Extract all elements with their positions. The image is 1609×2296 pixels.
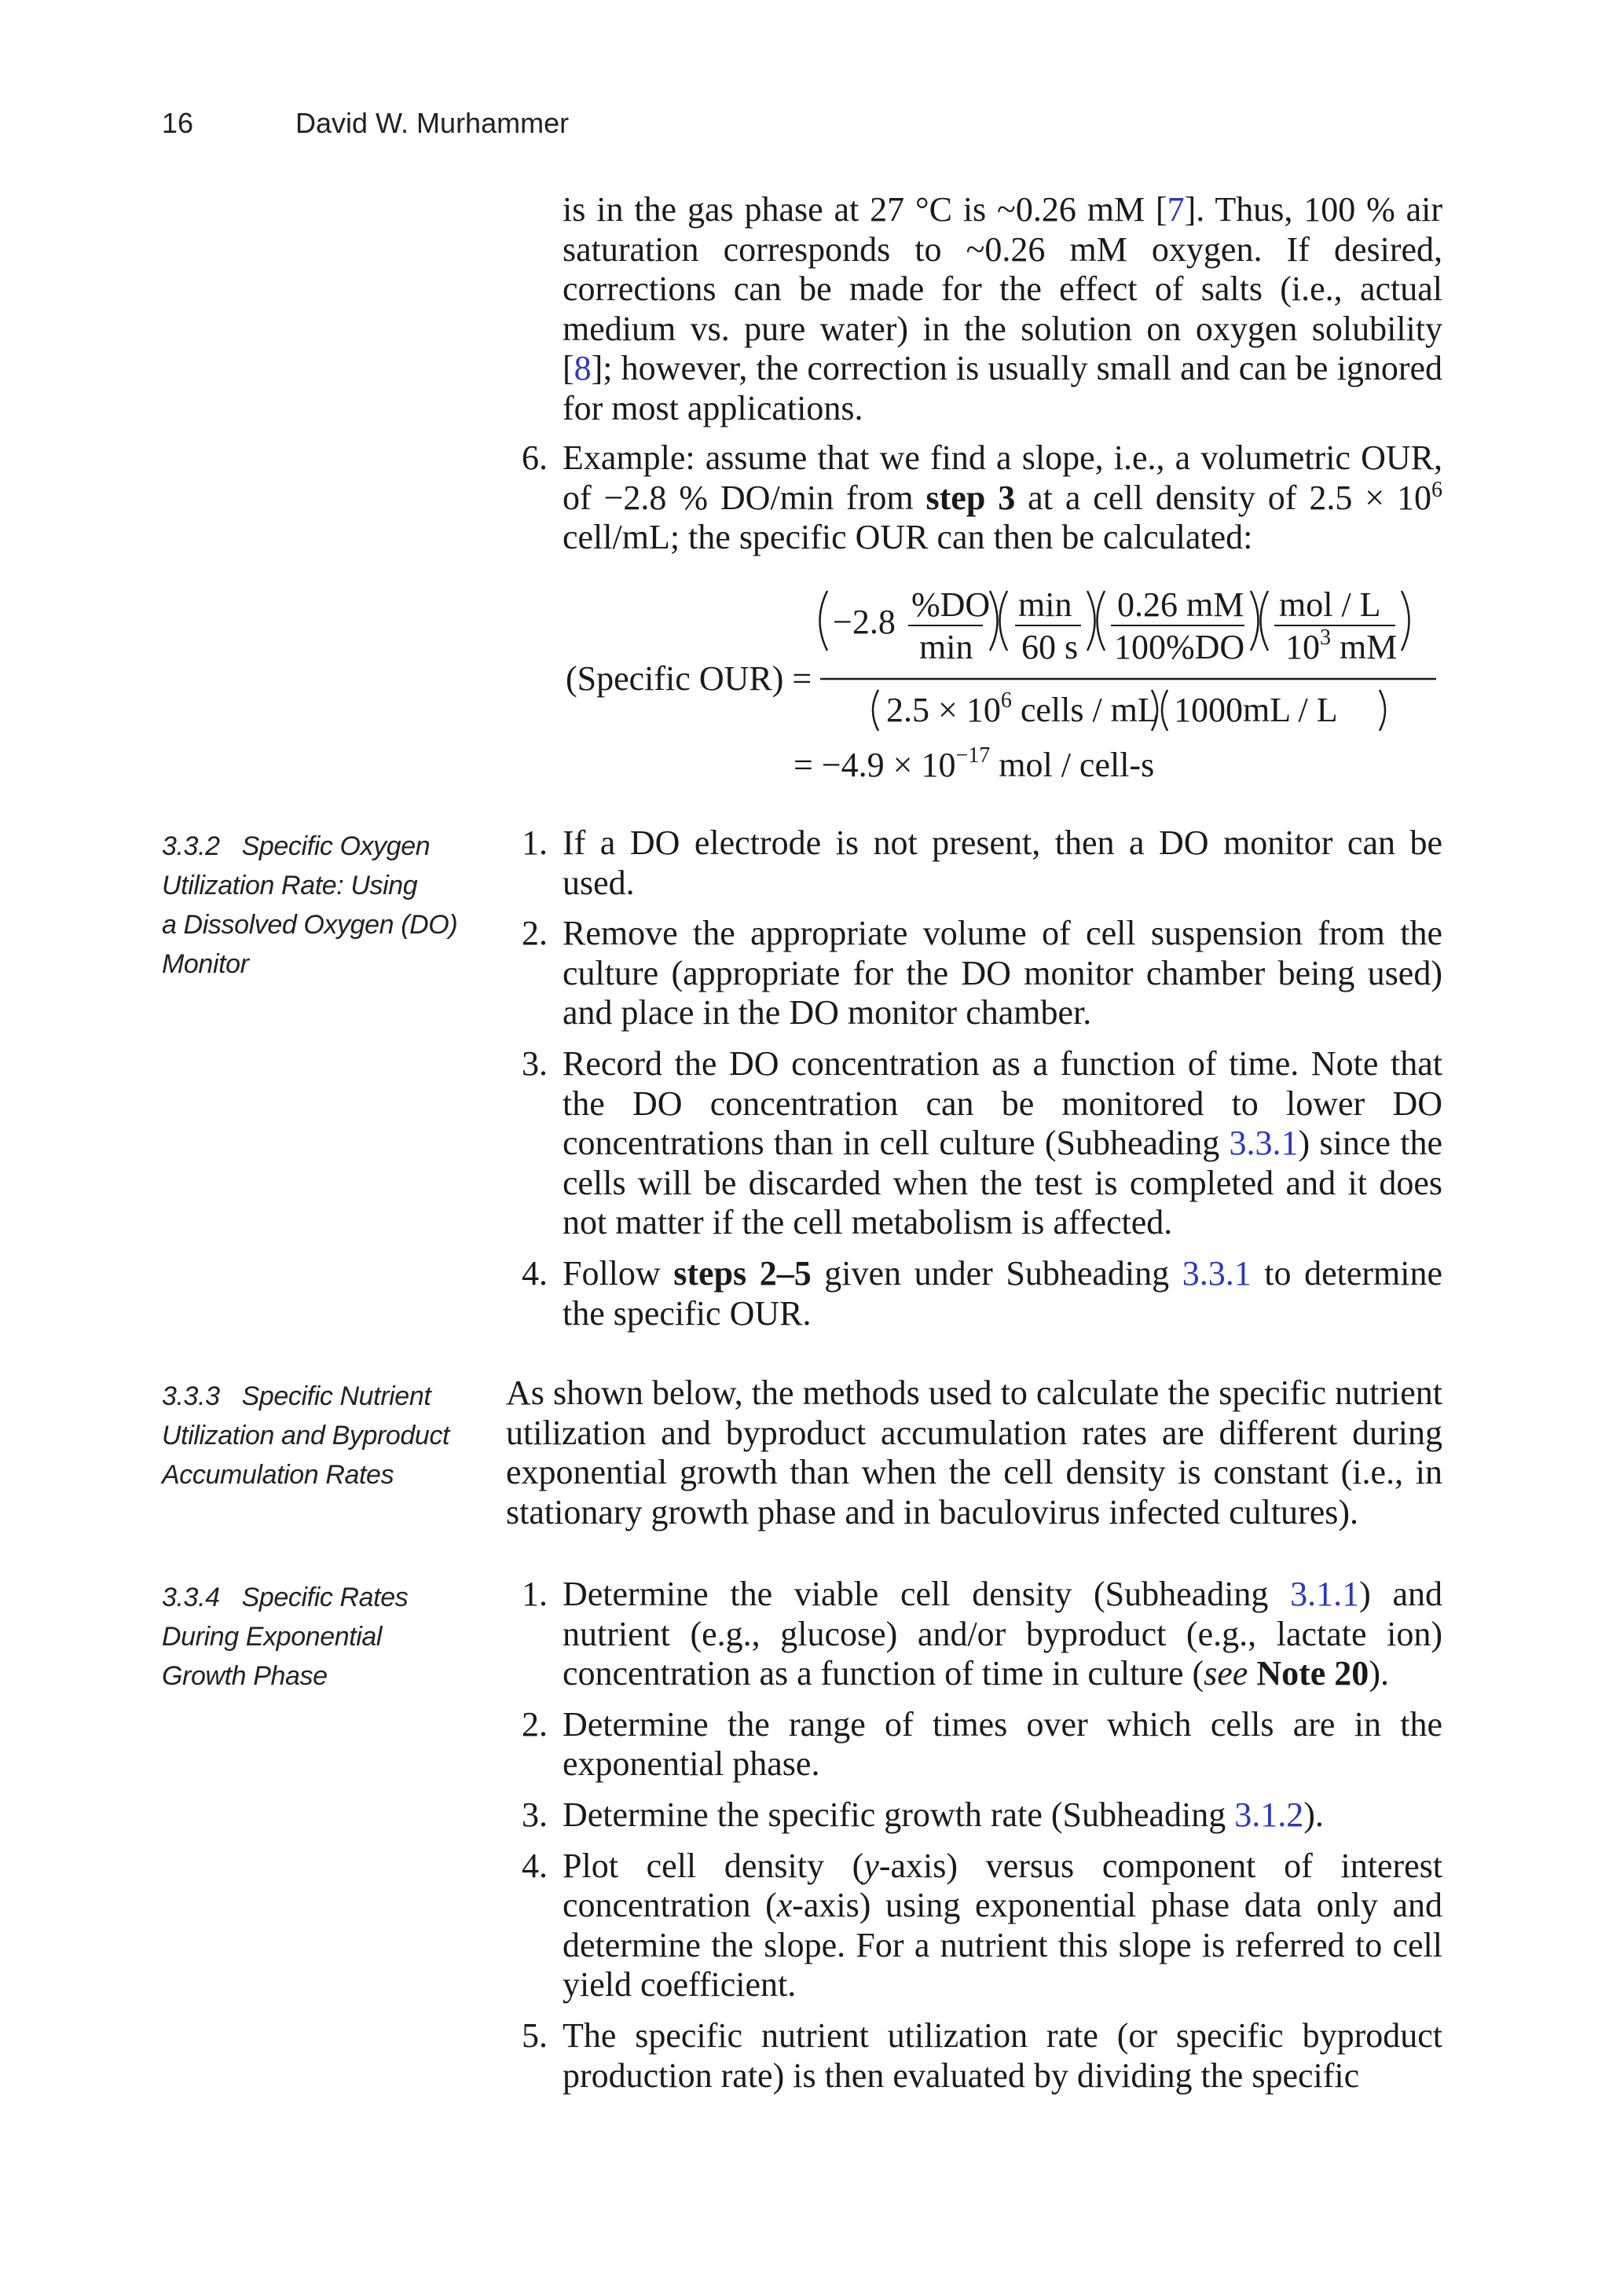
- section-title-line: [162, 944, 460, 984]
- fraction-denominator: min: [919, 628, 973, 666]
- list-3-3-4: [506, 1575, 1442, 2107]
- italic-term: see: [1204, 1654, 1248, 1693]
- list-3-3-2: [506, 823, 1442, 1344]
- section-title-text: Accumulation Rates: [162, 1460, 394, 1490]
- list-item: [506, 438, 1442, 558]
- section-title-text: Specific Oxygen: [241, 831, 431, 861]
- section-title-line: [162, 827, 460, 866]
- author-name: David W. Murhammer: [295, 107, 570, 139]
- item-text: at a cell density of 2.5 × 10: [1015, 478, 1431, 517]
- paren-left: [1000, 591, 1008, 651]
- item-text: Record the DO concentration as a function of time. Note that the DO concentration can be monitored to lower DO concentrations than in cell culture (Subheading 3.3.1) since the cells will be discarded when the test is completed and it does not matter if the cell metabolism is affected.: [563, 1043, 1442, 1242]
- paren-left: [873, 690, 878, 731]
- fraction-numerator: 0.26 mM: [1117, 585, 1244, 624]
- paren-right: [1251, 591, 1259, 651]
- item-number: 5.: [522, 2015, 548, 2055]
- item-number: 1.: [522, 1575, 548, 1613]
- item-text: Determine the viable cell density (Subheading 3.1.1) and nutrient (e.g., glucose) and/or byproduct (e.g., lactate ion) concentration as a function of time in culture (see Note 20).: [563, 1575, 1442, 1693]
- item-number: 6.: [522, 438, 548, 477]
- section-heading-3-3-3: [162, 1377, 460, 1495]
- paren-left: [820, 591, 828, 651]
- item-text: cell/mL; the specific OUR can then be calculated:: [563, 518, 1253, 557]
- paren-right: [990, 591, 998, 651]
- section-title-line: [162, 1578, 460, 1617]
- item-number: 4.: [522, 1846, 548, 1885]
- section-number: 3.3.4: [162, 1583, 220, 1612]
- section-title-text: Utilization and Byproduct: [162, 1421, 450, 1451]
- running-head: [162, 107, 569, 140]
- item-text: Determine the range of times over which cells are in the exponential phase.: [563, 1704, 1442, 1784]
- section-title-line: [162, 866, 460, 905]
- item-text: Determine the specific growth rate (Subheading 3.1.2).: [563, 1795, 1324, 1834]
- section-title-line: [162, 1377, 460, 1416]
- equation-result: = $-4.9 \times 10^{-17}$ mol / cell-s: [794, 743, 1155, 784]
- italic-term: y: [863, 1846, 879, 1885]
- section-number: 3.3.2: [162, 831, 220, 861]
- item-text: If a DO electrode is not present, then a DO monitor can be used.: [563, 823, 1442, 902]
- section-heading-3-3-4: [162, 1578, 460, 1696]
- fraction-denominator: $10^3$ mM: [1285, 625, 1398, 666]
- bold-reference: steps 2–5: [673, 1253, 812, 1293]
- equation-graphic: [563, 580, 1442, 792]
- section-title-text: Monitor: [162, 949, 249, 979]
- item-number: 2.: [522, 914, 548, 953]
- paren-left: [1098, 591, 1105, 651]
- specific-our-equation: [563, 580, 1442, 792]
- section-title-line: [162, 905, 460, 944]
- paren-right: [1402, 591, 1409, 651]
- list-item: [506, 1705, 1442, 1784]
- section-title-text: Growth Phase: [162, 1661, 328, 1691]
- fraction-numerator: %DO: [911, 585, 991, 624]
- item-text: The specific nutrient utilization rate (or specific byproduct production rate) is then evaluated by dividing the specific: [563, 2015, 1442, 2095]
- section-title-line: [162, 1617, 460, 1656]
- exponent: 6: [1431, 477, 1442, 502]
- item-number: 4.: [522, 1253, 548, 1293]
- cross-reference-link[interactable]: 7: [1167, 190, 1185, 229]
- list-item: [506, 823, 1442, 903]
- intro-paragraph: is in the gas phase at 27 °C is ~0.26 mM [7]. Thus, 100 % air saturation corresponds to ~0.26 mM oxygen. If desired, corrections can be made for the effect of salts (i.e., actual medium vs. pure water) in the solution on oxygen solubility [8]; however, the correction is usually small and can be ignored for most applications.: [563, 190, 1442, 427]
- item-number: 3.: [522, 1795, 548, 1834]
- cross-reference-link[interactable]: 3.3.1: [1229, 1124, 1299, 1163]
- list-item: [506, 1795, 1442, 1836]
- cross-reference-link[interactable]: 3.1.1: [1290, 1575, 1360, 1613]
- list-item: [506, 1575, 1442, 1694]
- section-title-text: During Exponential: [162, 1622, 383, 1652]
- list-item: [506, 1044, 1442, 1243]
- paragraph-3-3-3: As shown below, the methods used to calculate the specific nutrient utilization and byproduct accumulation rates are different during exponential growth than when the cell density is constant (i.e., in stationary growth phase and in baculovirus infected cultures).: [506, 1374, 1442, 1531]
- cross-reference-link[interactable]: 8: [574, 349, 592, 388]
- italic-term: x: [776, 1886, 793, 1925]
- paren-right: [1087, 591, 1095, 651]
- list-item: [506, 914, 1442, 1033]
- item-text: Follow steps 2–5 given under Subheading 3.3.1 to determine the specific OUR.: [563, 1253, 1442, 1333]
- paren-left: [1261, 591, 1269, 651]
- page-number: 16: [162, 107, 194, 139]
- fraction-numerator: min: [1018, 585, 1072, 624]
- equation-lhs: (Specific OUR) =: [566, 659, 812, 698]
- list-item: [506, 1847, 1442, 2005]
- section-title-text: Utilization Rate: Using: [162, 871, 418, 900]
- paren-left: [1162, 690, 1167, 731]
- cross-reference-link[interactable]: 3.3.1: [1182, 1253, 1252, 1293]
- paren-right: [1380, 690, 1385, 731]
- section-title-text: Specific Nutrient: [241, 1381, 431, 1411]
- section-heading-3-3-2: [162, 827, 460, 984]
- item-number: 3.: [522, 1043, 548, 1083]
- fraction-numerator: mol / L: [1279, 585, 1381, 624]
- section-title-line: [162, 1455, 460, 1495]
- item-text: Remove the appropriate volume of cell suspension from the culture (appropriate for the DO monitor chamber being used) and place in the DO monitor chamber.: [563, 914, 1442, 1032]
- item-6-list: [506, 438, 1442, 558]
- fraction-denominator: 100%DO: [1114, 628, 1245, 666]
- list-item: [506, 2016, 1442, 2096]
- fraction-denominator: 60 s: [1021, 628, 1079, 666]
- item-text: Example: assume that we find a slope, i.e., a volumetric OUR, of −2.8 % DO/min from: [563, 438, 1442, 517]
- denominator-term: $2.5 \times 10^6$ cells / mL: [886, 688, 1159, 729]
- list-item: [506, 1254, 1442, 1333]
- bold-reference: Note 20: [1256, 1654, 1369, 1693]
- item-number: 2.: [522, 1704, 548, 1744]
- section-number: 3.3.3: [162, 1381, 220, 1411]
- section-title-line: [162, 1656, 460, 1696]
- coefficient: −2.8: [833, 603, 896, 641]
- cross-reference-link[interactable]: 3.1.2: [1234, 1795, 1304, 1834]
- item-text: Plot cell density (y-axis) versus component of interest concentration (x-axis) using exponential phase data only and determine the slope. For a nutrient this slope is referred to cell yield coefficient.: [563, 1846, 1442, 2004]
- denominator-term: 1000mL / L: [1174, 691, 1338, 729]
- section-title-text: a Dissolved Oxygen (DO): [162, 910, 458, 940]
- section-title-line: [162, 1416, 460, 1455]
- item-number: 1.: [522, 823, 548, 862]
- section-title-text: Specific Rates: [241, 1583, 409, 1612]
- step-reference: step 3: [925, 478, 1016, 517]
